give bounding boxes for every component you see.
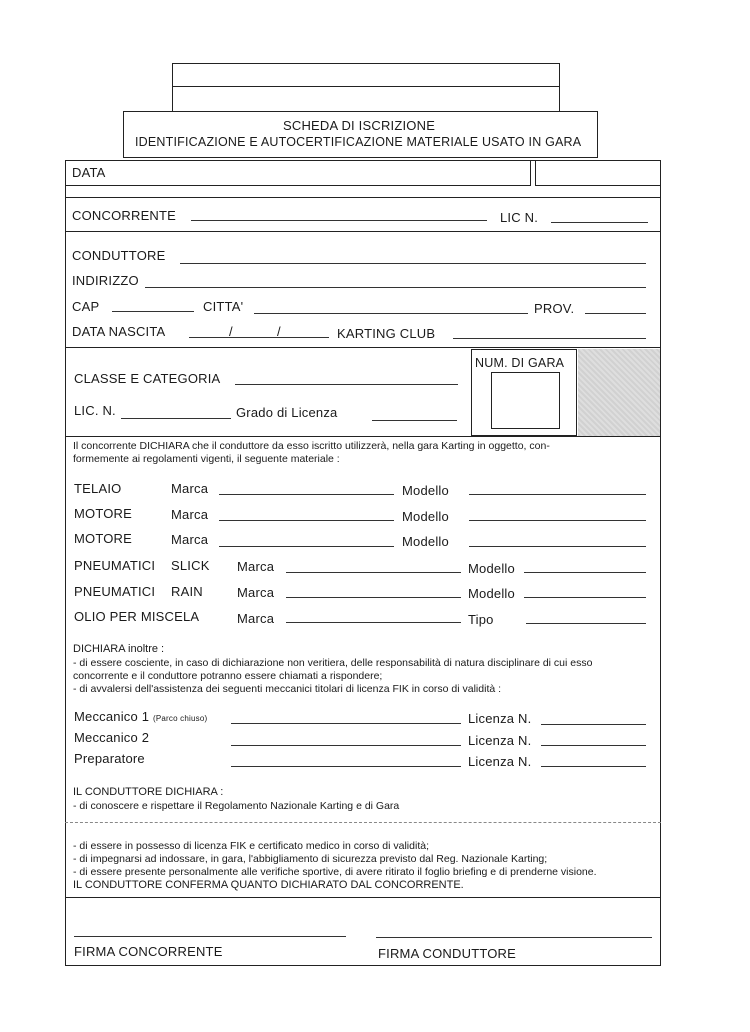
indirizzo-field[interactable] <box>145 287 646 288</box>
material-modello-label: Modello <box>402 534 449 549</box>
section-divider <box>65 897 661 898</box>
material-modello-field[interactable] <box>469 520 646 521</box>
material-marca-label: Marca <box>237 585 275 600</box>
data-field-box[interactable] <box>65 160 531 186</box>
data-nascita-label: DATA NASCITA <box>72 324 166 339</box>
mechanic-field[interactable] <box>231 723 461 724</box>
material-marca-field[interactable] <box>219 546 394 547</box>
section-divider <box>65 436 661 437</box>
mechanic-licenza-label: Licenza N. <box>468 733 532 748</box>
material-item: TELAIO <box>74 481 122 496</box>
cap-field[interactable] <box>112 311 194 312</box>
material-marca-field[interactable] <box>286 572 461 573</box>
driver-declaration-line: - di essere in possesso di licenza FIK e certificato medico in corso di validità; <box>73 840 429 852</box>
section-divider <box>65 822 661 823</box>
material-tipo-field[interactable] <box>526 623 646 624</box>
karting-club-label: KARTING CLUB <box>337 326 436 341</box>
data-label: DATA <box>72 165 106 180</box>
material-modello-label: Modello <box>468 586 515 601</box>
mechanic-licenza-field[interactable] <box>541 724 646 725</box>
mechanic-licenza-field[interactable] <box>541 745 646 746</box>
citta-label: CITTA' <box>203 299 244 314</box>
material-marca-label: Marca <box>171 507 209 522</box>
prov-field[interactable] <box>585 313 646 314</box>
mechanic-field[interactable] <box>231 745 461 746</box>
stamp-area <box>578 349 660 436</box>
date-separator: / <box>229 324 233 339</box>
declaration2-line: concorrente e il conduttore potranno essere chiamati a rispondere; <box>73 670 383 682</box>
driver-declaration-heading: IL CONDUTTORE DICHIARA : <box>73 786 224 798</box>
section-divider <box>65 347 661 348</box>
classe-field[interactable] <box>235 384 458 385</box>
indirizzo-label: INDIRIZZO <box>72 273 139 288</box>
material-item: PNEUMATICI <box>74 584 156 599</box>
mechanic-label: Preparatore <box>74 751 145 766</box>
data-nascita-field[interactable] <box>189 337 329 338</box>
material-marca-field[interactable] <box>286 622 461 623</box>
signature-concorrente-line[interactable] <box>74 936 346 937</box>
grado-label: Grado di Licenza <box>236 405 338 420</box>
material-modello-label: Modello <box>402 509 449 524</box>
grado-field[interactable] <box>372 420 457 421</box>
classe-label: CLASSE E CATEGORIA <box>74 371 221 386</box>
form-title: SCHEDA DI ISCRIZIONE <box>283 118 436 133</box>
driver-declaration-line: - di conoscere e rispettare il Regolamento Nazionale Karting e di Gara <box>73 800 400 812</box>
material-marca-label: Marca <box>237 611 275 626</box>
num-gara-label: NUM. DI GARA <box>475 356 565 370</box>
material-tipo-label: Tipo <box>468 612 494 627</box>
signature-conduttore-label: FIRMA CONDUTTORE <box>378 946 517 961</box>
material-modello-field[interactable] <box>524 597 646 598</box>
class-lic-field[interactable] <box>121 418 231 419</box>
data-secondary-box[interactable] <box>535 160 661 186</box>
material-marca-label: Marca <box>171 532 209 547</box>
concorrente-lic-field[interactable] <box>551 222 648 223</box>
signature-concorrente-label: FIRMA CONCORRENTE <box>74 944 223 959</box>
material-modello-label: Modello <box>402 483 449 498</box>
material-sub: SLICK <box>171 558 210 573</box>
concorrente-label: CONCORRENTE <box>72 208 177 223</box>
declaration2-line: - di essere cosciente, in caso di dichiarazione non veritiera, delle responsabilità di natura disciplinare di cui esso <box>73 657 593 669</box>
top-blank-box <box>172 63 560 112</box>
mechanic-name: Meccanico 1 <box>74 709 150 724</box>
material-item: MOTORE <box>74 506 133 521</box>
declaration-intro-line: Il concorrente DICHIARA che il conduttore da esso iscritto utilizzerà, nella gara Karting in oggetto, con- <box>73 440 550 452</box>
material-modello-field[interactable] <box>469 494 646 495</box>
material-item: OLIO PER MISCELA <box>74 609 200 624</box>
material-modello-field[interactable] <box>524 572 646 573</box>
section-divider <box>65 231 661 232</box>
date-separator: / <box>277 324 281 339</box>
material-item: MOTORE <box>74 531 133 546</box>
class-lic-label: LIC. N. <box>74 403 116 418</box>
material-modello-field[interactable] <box>469 546 646 547</box>
conduttore-field[interactable] <box>180 263 646 264</box>
declaration2-heading: DICHIARA inoltre : <box>73 643 165 655</box>
material-sub: RAIN <box>171 584 203 599</box>
material-modello-label: Modello <box>468 561 515 576</box>
section-divider <box>65 197 661 198</box>
driver-declaration-line: - di impegnarsi ad indossare, in gara, l'abbigliamento di sicurezza previsto dal Reg. Nazionale Karting; <box>73 853 548 865</box>
mechanic-licenza-label: Licenza N. <box>468 754 532 769</box>
driver-declaration-line: - di essere presente personalmente alle verifiche sportive, di avere ritirato il foglio briefing e di prenderne visione. <box>73 866 597 878</box>
material-marca-field[interactable] <box>219 520 394 521</box>
material-marca-field[interactable] <box>286 597 461 598</box>
prov-label: PROV. <box>534 301 575 316</box>
citta-field[interactable] <box>254 313 528 314</box>
signature-conduttore-line[interactable] <box>376 937 652 938</box>
declaration2-line: - di avvalersi dell'assistenza dei seguenti meccanici titolari di licenza FIK in corso di validità : <box>73 683 502 695</box>
karting-club-field[interactable] <box>453 338 646 339</box>
material-marca-field[interactable] <box>219 494 394 495</box>
concorrente-field[interactable] <box>191 220 487 221</box>
mechanic-note: (Parco chiuso) <box>153 714 208 723</box>
form-subtitle: IDENTIFICAZIONE E AUTOCERTIFICAZIONE MATERIALE USATO IN GARA <box>135 135 582 149</box>
mechanic-licenza-field[interactable] <box>541 766 646 767</box>
mechanic-licenza-label: Licenza N. <box>468 711 532 726</box>
mechanic-label <box>74 709 207 724</box>
mechanic-field[interactable] <box>231 766 461 767</box>
concorrente-lic-label: LIC N. <box>500 210 539 225</box>
mechanic-label: Meccanico 2 <box>74 730 150 745</box>
num-gara-field[interactable] <box>491 372 560 429</box>
material-marca-label: Marca <box>171 481 209 496</box>
driver-confirm: IL CONDUTTORE CONFERMA QUANTO DICHIARATO DAL CONCORRENTE. <box>73 879 464 891</box>
material-marca-label: Marca <box>237 559 275 574</box>
material-item: PNEUMATICI <box>74 558 156 573</box>
conduttore-label: CONDUTTORE <box>72 248 166 263</box>
declaration-intro-line: formemente ai regolamenti vigenti, il seguente materiale : <box>73 453 340 465</box>
cap-label: CAP <box>72 299 100 314</box>
top-blank-box-divider <box>172 86 560 87</box>
